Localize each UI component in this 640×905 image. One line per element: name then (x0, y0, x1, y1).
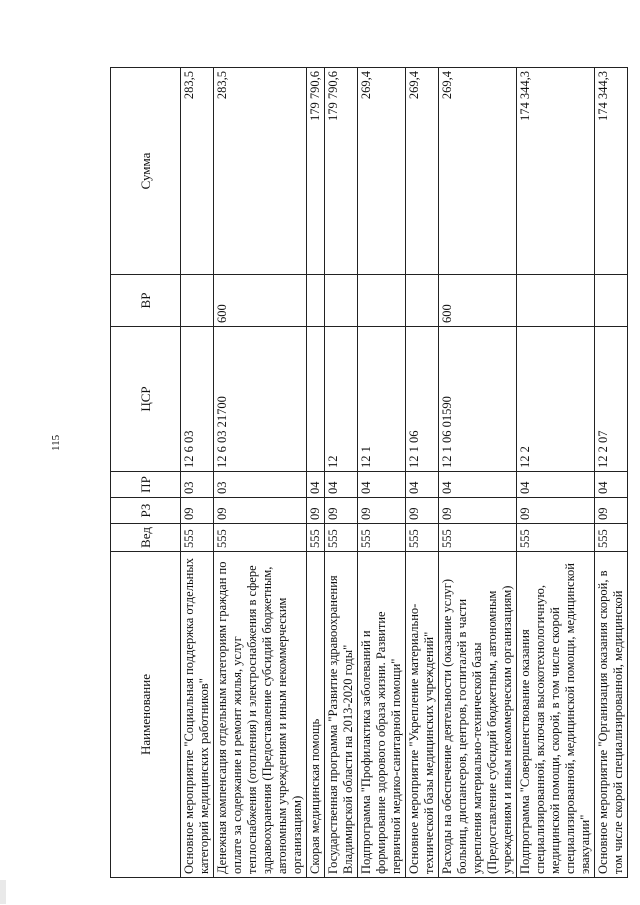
cell-sum: 174 344,3 (517, 68, 595, 275)
cell-ved: 555 (214, 524, 307, 552)
table-row (406, 68, 439, 878)
table-row (181, 68, 214, 878)
cell-rz: 09 (325, 498, 358, 524)
cell-rz: 09 (307, 498, 325, 524)
cell-rz: 09 (517, 498, 595, 524)
cell-vr: 600 (439, 275, 517, 327)
cell-pr: 03 (181, 472, 214, 498)
cell-sum: 269,4 (358, 68, 406, 275)
cell-sum: 283,5 (181, 68, 214, 275)
budget-table (110, 67, 628, 878)
cell-vr (595, 275, 628, 327)
cell-pr: 04 (307, 472, 325, 498)
table-row (595, 68, 628, 878)
table-row (307, 68, 325, 878)
cell-name: Основное мероприятие "Социальная поддержка отдельных категорий медицинских работников" (181, 552, 214, 878)
cell-name: Государственная программа "Развитие здравоохранения Владимирской области на 2013-2020 годы" (325, 552, 358, 878)
header-csr: ЦСР (111, 327, 181, 472)
cell-vr (358, 275, 406, 327)
cell-csr (307, 327, 325, 472)
cell-sum: 269,4 (406, 68, 439, 275)
cell-rz: 09 (214, 498, 307, 524)
cell-pr: 04 (595, 472, 628, 498)
cell-name: Денежная компенсация отдельным категориям граждан по оплате за содержание и ремонт жилья, услуг теплоснабжения (отопления) и электроснабжения в сфере здравоохранения (Предоставление субсидий бюджетным, автономным учреждениям и иным некоммерческим организациям) (214, 552, 307, 878)
cell-sum: 179 790,6 (325, 68, 358, 275)
cell-ved: 555 (517, 524, 595, 552)
cell-ved: 555 (181, 524, 214, 552)
cell-csr: 12 6 03 21700 (214, 327, 307, 472)
table-row (214, 68, 307, 878)
cell-rz: 09 (358, 498, 406, 524)
cell-name: Подпрограмма "Совершенствование оказания специализированной, включая высокотехнологичную, медицинской помощи, скорой, в том числе скорой специализированной, медицинской помощи, медицинской эвакуации" (517, 552, 595, 878)
cell-name: Подпрограмма "Профилактика заболеваний и формирование здорового образа жизни. Развитие первичной медико-санитарной помощи" (358, 552, 406, 878)
header-name: Наименование (111, 552, 181, 878)
table-header-row (111, 68, 181, 878)
cell-csr: 12 6 03 (181, 327, 214, 472)
table-row (439, 68, 517, 878)
cell-vr (307, 275, 325, 327)
cell-sum: 269,4 (439, 68, 517, 275)
cell-csr: 12 2 (517, 327, 595, 472)
table-row (517, 68, 595, 878)
cell-rz: 09 (439, 498, 517, 524)
cell-vr: 600 (214, 275, 307, 327)
cell-rz: 09 (181, 498, 214, 524)
cell-sum: 283,5 (214, 68, 307, 275)
header-rz: РЗ (111, 498, 181, 524)
cell-csr: 12 1 06 (406, 327, 439, 472)
cell-vr (181, 275, 214, 327)
header-sum: Сумма (111, 68, 181, 275)
cell-ved: 555 (307, 524, 325, 552)
cell-vr (325, 275, 358, 327)
cell-rz: 09 (595, 498, 628, 524)
cell-csr: 12 (325, 327, 358, 472)
header-ved: Вед (111, 524, 181, 552)
cell-ved: 555 (358, 524, 406, 552)
cell-pr: 04 (325, 472, 358, 498)
cell-ved: 555 (406, 524, 439, 552)
table-row (325, 68, 358, 878)
cell-ved: 555 (595, 524, 628, 552)
cell-vr (406, 275, 439, 327)
header-vr: ВР (111, 275, 181, 327)
cell-name: Расходы на обеспечение деятельности (оказание услуг) больниц, диспансеров, центров, госпиталей в части укрепления материально-технической базы (Предоставление субсидий бюджетным, автономным учреждениям и иным некоммерческим организациям) (439, 552, 517, 878)
rotated-table-container (110, 68, 625, 878)
cell-pr: 04 (358, 472, 406, 498)
cell-pr: 04 (439, 472, 517, 498)
cell-name: Скорая медицинская помощь (307, 552, 325, 878)
cell-pr: 04 (517, 472, 595, 498)
cell-csr: 12 1 (358, 327, 406, 472)
cell-name: Основное мероприятие "Организация оказания скорой, в том числе скорой специализированной, медицинской (595, 552, 628, 878)
cell-vr (517, 275, 595, 327)
cell-pr: 03 (214, 472, 307, 498)
cell-ved: 555 (439, 524, 517, 552)
table-row (358, 68, 406, 878)
cell-pr: 04 (406, 472, 439, 498)
page-number: 115 (50, 434, 62, 451)
header-pr: ПР (111, 472, 181, 498)
cell-name: Основное мероприятие "Укрепление материально-технической базы медицинских учреждений" (406, 552, 439, 878)
cell-csr: 12 1 06 01590 (439, 327, 517, 472)
scan-edge-mark (0, 880, 6, 904)
cell-sum: 179 790,6 (307, 68, 325, 275)
cell-rz: 09 (406, 498, 439, 524)
cell-sum: 174 344,3 (595, 68, 628, 275)
cell-ved: 555 (325, 524, 358, 552)
cell-csr: 12 2 07 (595, 327, 628, 472)
